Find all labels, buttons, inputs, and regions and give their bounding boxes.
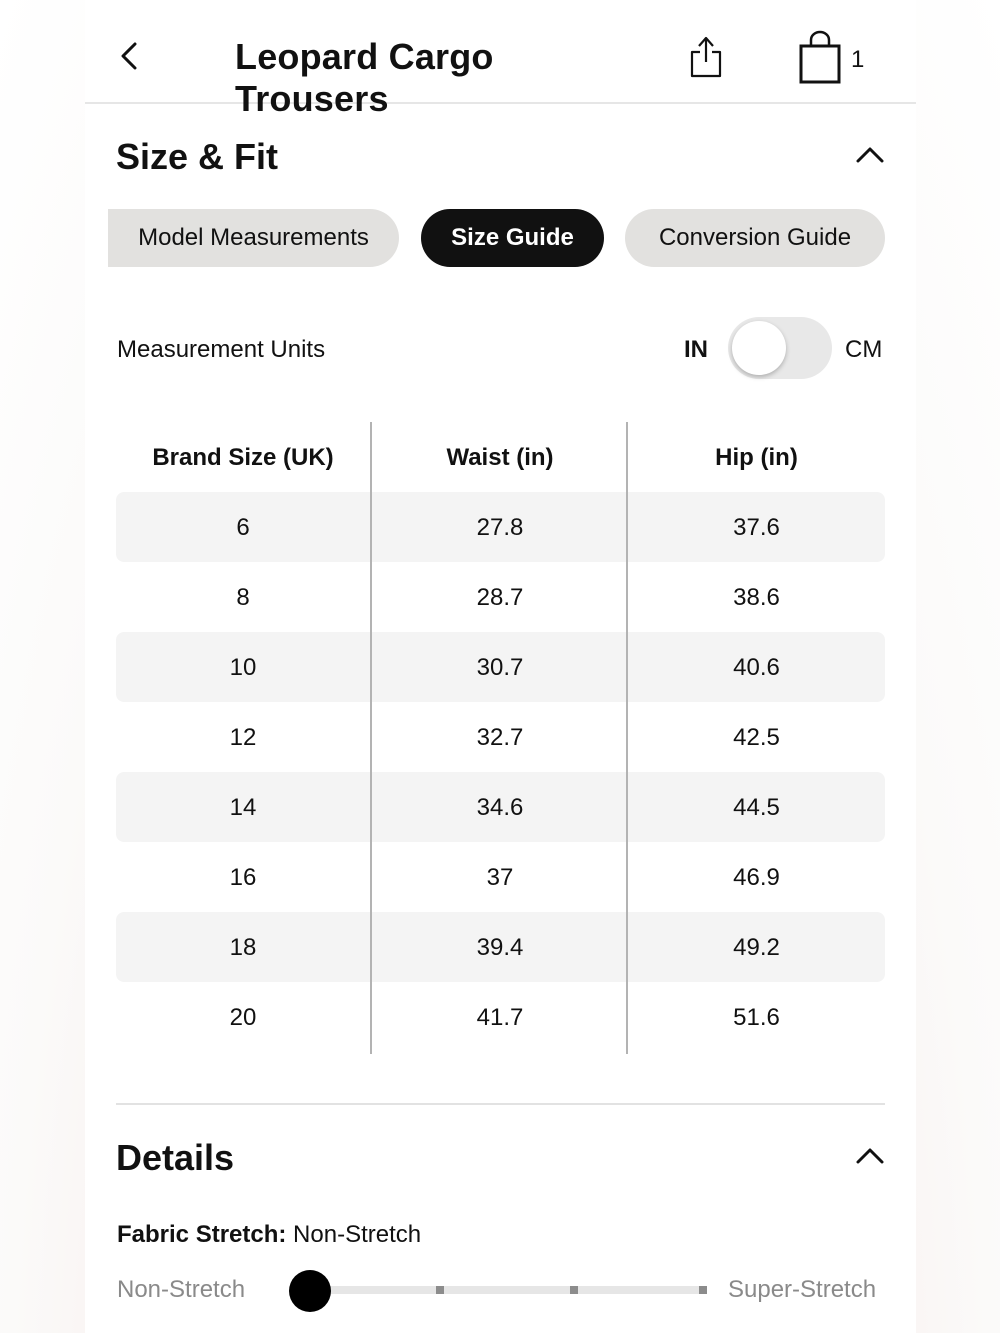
table-row: [116, 912, 885, 982]
bag-count-badge: 1: [851, 46, 865, 73]
cell-hip: 37.6: [733, 514, 780, 541]
stretch-slider-tick: [699, 1286, 707, 1294]
page-title: Leopard Cargo Trousers: [235, 36, 494, 119]
stretch-scale-min-label: Non-Stretch: [117, 1276, 246, 1303]
share-button[interactable]: [688, 34, 724, 80]
cell-waist: 37: [486, 864, 514, 891]
cell-brand-size: 8: [236, 584, 250, 611]
cell-hip: 44.5: [733, 794, 780, 821]
cell-brand-size: 16: [229, 864, 257, 891]
cell-brand-size: 12: [229, 724, 257, 751]
unit-cm-label: CM: [845, 336, 883, 363]
size-fit-title: Size & Fit: [116, 136, 279, 177]
table-row: [116, 492, 885, 562]
size-fit-collapse-button[interactable]: [855, 144, 885, 164]
cell-brand-size: 6: [236, 514, 250, 541]
table-row: [116, 842, 885, 912]
cell-hip: 40.6: [733, 654, 780, 681]
cell-waist: 34.6: [476, 794, 524, 821]
cell-hip: 38.6: [733, 584, 780, 611]
fabric-stretch-value: Non-Stretch: [293, 1221, 422, 1248]
cell-brand-size: 14: [229, 794, 257, 821]
column-header-waist: Waist (in): [446, 444, 554, 471]
cell-waist: 30.7: [476, 654, 524, 681]
cell-waist: 28.7: [476, 584, 524, 611]
cell-hip: 42.5: [733, 724, 780, 751]
column-divider: [370, 422, 372, 1054]
tab-size-guide[interactable]: Size Guide: [421, 209, 604, 267]
column-header-brand-size: Brand Size (UK): [152, 444, 334, 471]
table-row: [116, 632, 885, 702]
table-row: [116, 772, 885, 842]
cell-brand-size: 10: [229, 654, 257, 681]
cell-hip: 49.2: [733, 934, 780, 961]
chevron-up-icon: [855, 1145, 885, 1165]
table-row: [116, 562, 885, 632]
back-button[interactable]: [115, 38, 145, 74]
table-row: [116, 982, 885, 1052]
bag-button[interactable]: [797, 30, 843, 86]
top-bar: [85, 0, 916, 119]
back-chevron-icon: [115, 38, 145, 74]
share-icon: [688, 34, 724, 80]
stretch-slider-tick: [570, 1286, 578, 1294]
unit-in-label: IN: [684, 336, 708, 363]
measurement-units-label: Measurement Units: [117, 336, 326, 363]
toggle-knob: [732, 321, 786, 375]
product-panel: [85, 0, 916, 1333]
tab-model-measurements[interactable]: Model Measurements: [108, 209, 399, 267]
units-toggle[interactable]: [728, 317, 832, 379]
fabric-stretch-label: Fabric Stretch:: [117, 1221, 287, 1248]
stretch-slider-knob[interactable]: [289, 1270, 331, 1312]
tab-conversion-guide[interactable]: Conversion Guide: [625, 209, 885, 267]
table-header: [116, 422, 885, 492]
column-divider: [626, 422, 628, 1054]
cell-waist: 27.8: [476, 514, 524, 541]
cell-hip: 51.6: [733, 1004, 780, 1031]
cell-waist: 39.4: [476, 934, 524, 961]
stretch-slider-tick: [436, 1286, 444, 1294]
details-title: Details: [116, 1137, 235, 1178]
table-row: [116, 702, 885, 772]
details-collapse-button[interactable]: [855, 1145, 885, 1165]
cell-hip: 46.9: [733, 864, 780, 891]
cell-brand-size: 20: [229, 1004, 257, 1031]
cell-waist: 32.7: [476, 724, 524, 751]
size-guide-table: [116, 422, 885, 1054]
size-fit-tabs: [116, 209, 886, 267]
cell-waist: 41.7: [476, 1004, 524, 1031]
cell-brand-size: 18: [229, 934, 257, 961]
stretch-slider-track: [307, 1286, 707, 1294]
stretch-scale-max-label: Super-Stretch: [728, 1276, 877, 1303]
shopping-bag-icon: [797, 30, 843, 86]
chevron-up-icon: [855, 144, 885, 164]
fabric-stretch-line: [117, 1221, 421, 1249]
section-divider: [116, 1103, 885, 1105]
column-header-hip: Hip (in): [715, 444, 798, 471]
